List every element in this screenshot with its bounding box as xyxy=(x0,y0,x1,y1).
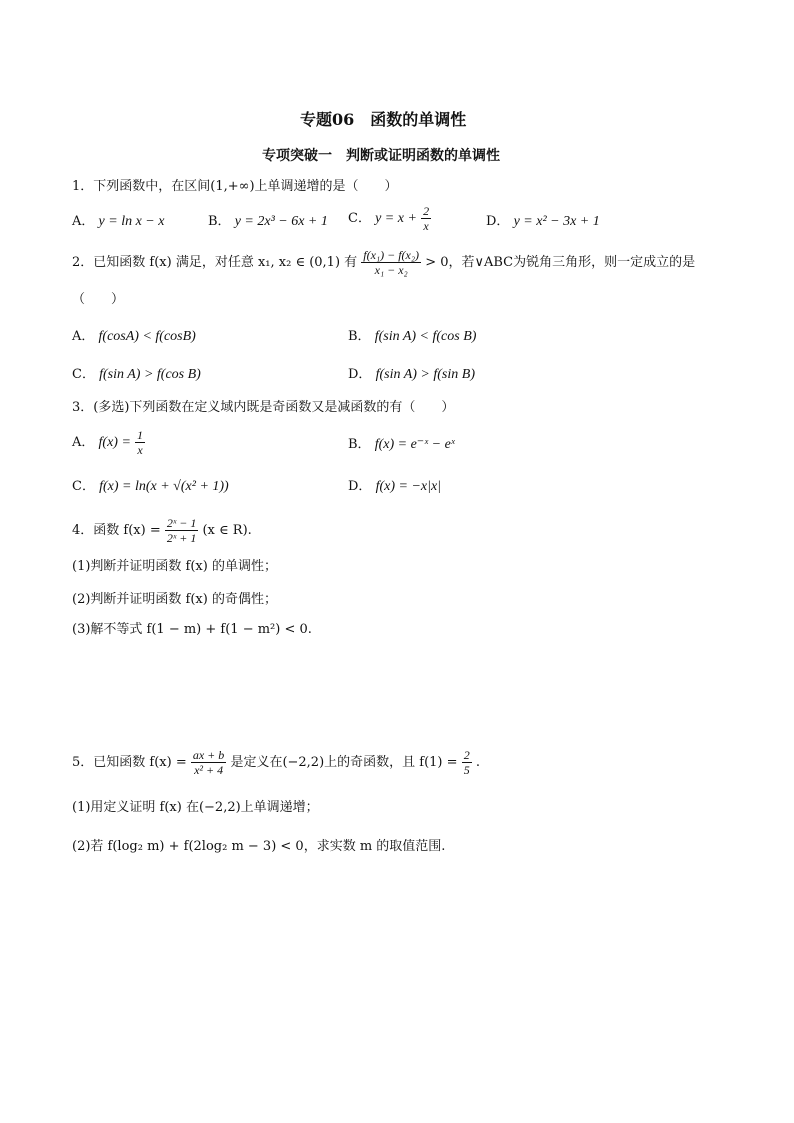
q4-part-3: (3)解不等式 f(1 − m) + f(1 − m²) < 0. xyxy=(72,622,312,637)
fraction xyxy=(135,428,145,457)
option-label: A． xyxy=(72,329,95,344)
q4-stem-post: (x ∈ R). xyxy=(202,523,252,538)
q5-stem-end: . xyxy=(475,755,480,770)
q2-option-a xyxy=(72,328,196,346)
q3-option-b xyxy=(348,436,455,454)
q5-stem xyxy=(72,748,480,777)
fraction-denominator: x² + 4 xyxy=(194,763,224,777)
fraction-numerator: 1 xyxy=(137,428,144,442)
q2-stem-post: > 0，若∨ABC为锐角三角形，则一定成立的是 xyxy=(425,255,696,270)
fraction-numerator: 2 xyxy=(463,748,470,762)
option-expr: f(x) = e⁻ˣ − eˣ xyxy=(374,437,455,452)
fraction xyxy=(462,748,472,777)
q3-stem: 3．(多选)下列函数在定义域内既是奇函数又是减函数的有（ ） xyxy=(72,400,455,415)
option-expr: f(x) = −x|x| xyxy=(375,479,442,494)
q5-stem-mid: 是定义在(−2,2)上的奇函数，且 f(1) = xyxy=(230,755,458,770)
q1-option-b xyxy=(208,213,328,231)
fraction-numerator: ax + b xyxy=(192,748,225,762)
q3-option-a xyxy=(72,428,145,457)
option-expr: y = ln x − x xyxy=(98,214,165,229)
option-expr: f(x) = xyxy=(98,435,131,450)
fraction-numerator: 2 xyxy=(423,204,430,218)
q2-stem xyxy=(72,248,695,277)
fraction xyxy=(191,748,226,777)
fraction-denominator: x₁ − x₂ xyxy=(374,263,408,277)
q2-option-b xyxy=(348,328,476,346)
fraction-numerator: f(x₁) − f(x₂) xyxy=(363,248,420,262)
fraction xyxy=(421,204,431,233)
option-label: B． xyxy=(208,214,231,229)
q3-option-c xyxy=(72,478,229,496)
fraction-denominator: 2ˣ + 1 xyxy=(166,531,197,545)
fraction-denominator: x xyxy=(137,443,143,457)
fraction-denominator: x xyxy=(423,219,429,233)
fraction-denominator: 5 xyxy=(463,763,470,777)
option-label: C． xyxy=(348,211,371,226)
q2-paren: （ ） xyxy=(72,292,125,307)
option-label: C． xyxy=(72,479,95,494)
option-label: D． xyxy=(486,214,510,229)
q2-stem-pre: 2．已知函数 f(x) 满足，对任意 x₁, x₂ ∈ (0,1) 有 xyxy=(72,255,358,270)
q1-option-c xyxy=(348,204,431,233)
option-expr: f(sin A) > f(sin B) xyxy=(375,367,475,382)
fraction xyxy=(165,516,198,545)
option-label: D． xyxy=(348,479,372,494)
q4-stem-pre: 4．函数 f(x) = xyxy=(72,523,161,538)
q1-stem: 1．下列函数中，在区间(1,+∞)上单调递增的是（ ） xyxy=(72,179,398,194)
option-label: C． xyxy=(72,367,95,382)
option-label: B． xyxy=(348,329,371,344)
q5-part-1: (1)用定义证明 f(x) 在(−2,2)上单调递增； xyxy=(72,800,319,815)
option-expr: y = 2x³ − 6x + 1 xyxy=(234,214,328,229)
fraction-numerator: 2ˣ − 1 xyxy=(166,516,197,530)
page-title: 专题06 函数的单调性 xyxy=(300,110,467,129)
q4-part-2: (2)判断并证明函数 f(x) 的奇偶性； xyxy=(72,592,277,607)
q3-option-d xyxy=(348,478,441,496)
fraction xyxy=(361,248,421,277)
q5-part-2: (2)若 f(log₂ m) + f(2log₂ m − 3) < 0，求实数 m 的取值范围. xyxy=(72,839,446,854)
q4-stem xyxy=(72,516,252,545)
option-expr: y = x² − 3x + 1 xyxy=(513,214,600,229)
option-label: D． xyxy=(348,367,372,382)
option-expr: f(x) = ln(x + √(x² + 1)) xyxy=(99,479,229,494)
q2-option-d xyxy=(348,366,475,384)
option-label: B． xyxy=(348,437,371,452)
q2-option-c xyxy=(72,366,201,384)
q4-part-1: (1)判断并证明函数 f(x) 的单调性； xyxy=(72,559,277,574)
option-expr: f(sin A) > f(cos B) xyxy=(99,367,201,382)
option-label: A． xyxy=(72,214,95,229)
option-label: A． xyxy=(72,435,95,450)
q1-option-d xyxy=(486,213,600,231)
option-expr: f(cosA) < f(cosB) xyxy=(98,329,196,344)
option-expr: f(sin A) < f(cos B) xyxy=(374,329,477,344)
q5-stem-pre: 5．已知函数 f(x) = xyxy=(72,755,187,770)
option-expr: y = x + xyxy=(375,211,417,226)
q1-option-a xyxy=(72,213,164,231)
section-subtitle: 专项突破一 判断或证明函数的单调性 xyxy=(262,148,500,164)
